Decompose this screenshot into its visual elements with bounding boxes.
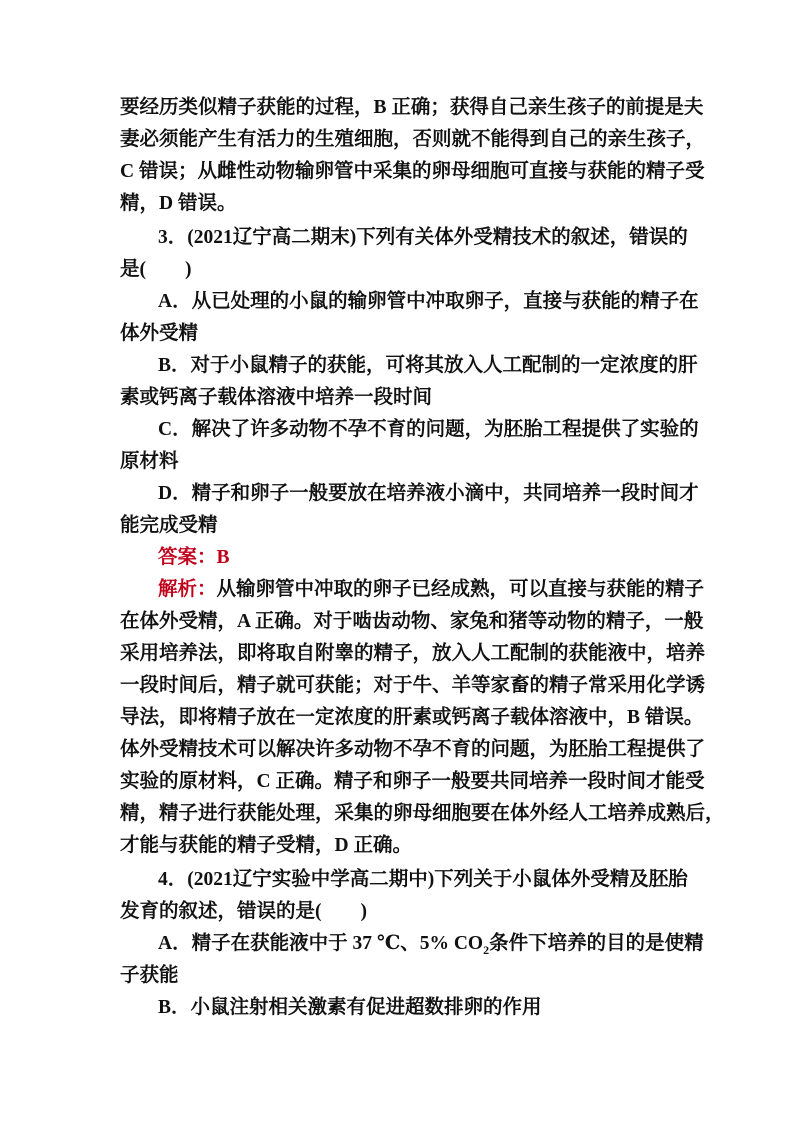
continuation-line: 要经历类似精子获能的过程，B 正确；获得自己亲生孩子的前提是夫	[120, 97, 704, 118]
analysis-line: 精，精子进行获能处理，采集的卵母细胞要在体外经人工培养成熟后，	[120, 803, 725, 824]
question-3-stem-cont: 是( )	[120, 259, 192, 280]
analysis-text: 从输卵管中冲取的卵子已经成熟，可以直接与获能的精子	[216, 579, 705, 600]
question-source: (2021辽宁实验中学高二期中)	[187, 869, 435, 890]
analysis-label: 解析：	[158, 579, 217, 600]
option-b: B．对于小鼠精子的获能，可将其放入人工配制的一定浓度的肝	[158, 355, 698, 376]
continuation-line: 精，D 错误。	[120, 193, 237, 214]
option-c: C．解决了许多动物不孕不育的问题，为胚胎工程提供了实验的	[158, 419, 699, 440]
option-a-cont: 体外受精	[120, 323, 199, 344]
analysis-line: 采用培养法，即将取自附睾的精子，放入人工配制的获能液中，培养	[120, 643, 706, 664]
option-a: A．从已处理的小鼠的输卵管中冲取卵子，直接与获能的精子在	[158, 291, 699, 312]
option-d-cont: 能完成受精	[120, 515, 218, 536]
answer-line	[158, 542, 680, 574]
question-4-stem-cont: 发育的叙述，错误的是( )	[120, 901, 367, 922]
analysis-line: 导法，即将精子放在一定浓度的肝素或钙离子载体溶液中，B 错误。	[120, 707, 704, 728]
option-a-cont: 子获能	[120, 965, 179, 986]
analysis-line: 才能与获能的精子受精，D 正确。	[120, 835, 412, 856]
question-number: 3．	[158, 227, 188, 248]
question-4-stem	[158, 864, 688, 896]
option-b: B．小鼠注射相关激素有促进超数排卵的作用	[158, 997, 542, 1018]
question-stem-text: 下列有关体外受精技术的叙述，错误的	[356, 227, 688, 248]
question-number: 4．	[158, 869, 188, 890]
question-3-stem	[158, 222, 688, 254]
option-a	[158, 928, 704, 960]
question-stem-text: 下列关于小鼠体外受精及胚胎	[434, 869, 688, 890]
analysis-line: 实验的原材料，C 正确。精子和卵子一般要共同培养一段时间才能受	[120, 771, 705, 792]
option-c-cont: 原材料	[120, 451, 179, 472]
analysis-line	[158, 574, 705, 606]
option-a-text: A．精子在获能液中于 37 ℃、5% CO	[158, 933, 484, 954]
option-d: D．精子和卵子一般要放在培养液小滴中，共同培养一段时间才	[158, 483, 699, 504]
option-b-cont: 素或钙离子载体溶液中培养一段时间	[120, 387, 433, 408]
continuation-line: C 错误；从雌性动物输卵管中采集的卵母细胞可直接与获能的精子受	[120, 161, 705, 182]
analysis-line: 体外受精技术可以解决许多动物不孕不育的问题，为胚胎工程提供了	[120, 739, 706, 760]
analysis-line: 在体外受精，A 正确。对于啮齿动物、家兔和猪等动物的精子，一般	[120, 611, 704, 632]
option-a-text-cont: 条件下培养的目的是使精	[489, 933, 704, 954]
question-source: (2021辽宁高二期末)	[187, 227, 357, 248]
answer-label: 答案：	[158, 547, 217, 568]
continuation-line: 妻必须能产生有活力的生殖细胞，否则就不能得到自己的亲生孩子，	[120, 129, 706, 150]
subscript: 2	[483, 942, 490, 957]
analysis-line: 一段时间后，精子就可获能；对于牛、羊等家畜的精子常采用化学诱	[120, 675, 706, 696]
answer-value: B	[216, 547, 230, 568]
